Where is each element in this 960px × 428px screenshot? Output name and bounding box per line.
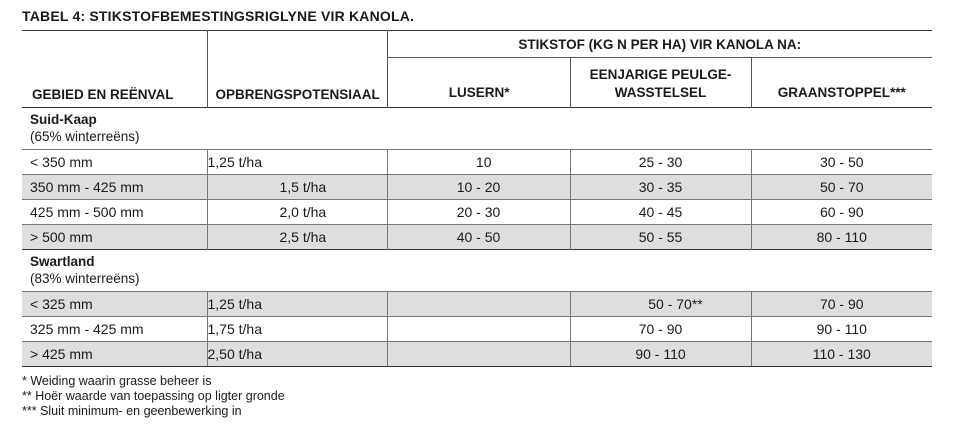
table-row bbox=[22, 292, 932, 317]
table-row bbox=[22, 175, 932, 200]
cell-peul: 50 - 55 bbox=[570, 225, 751, 250]
cell-area: > 425 mm bbox=[22, 342, 207, 367]
cell-yield: 1,25 t/ha bbox=[207, 292, 387, 317]
cell-yield: 1,25 t/ha bbox=[207, 150, 387, 175]
cell-peul: 70 - 90 bbox=[570, 317, 751, 342]
cell-area: 425 mm - 500 mm bbox=[22, 200, 207, 225]
section-name: Suid-Kaap bbox=[30, 112, 97, 127]
cell-graan: 90 - 110 bbox=[751, 317, 932, 342]
footnotes bbox=[22, 374, 285, 419]
cell-graan: 30 - 50 bbox=[751, 150, 932, 175]
header-yield: OPBRENGSPOTENSIAAL bbox=[207, 31, 387, 108]
cell-peul: 90 - 110 bbox=[570, 342, 751, 367]
table-row bbox=[22, 225, 932, 250]
section-suid-kaap bbox=[22, 108, 932, 150]
cell-lusern: 20 - 30 bbox=[387, 200, 570, 225]
header-area: GEBIED EN REËNVAL bbox=[22, 31, 207, 108]
cell-lusern bbox=[387, 342, 570, 367]
header-graan: GRAANSTOPPEL*** bbox=[751, 58, 932, 108]
footnote: * Weiding waarin grasse beheer is bbox=[22, 374, 212, 388]
cell-graan: 70 - 90 bbox=[751, 292, 932, 317]
section-subtitle: (65% winterreëns) bbox=[30, 129, 140, 144]
cell-graan: 110 - 130 bbox=[751, 342, 932, 367]
cell-yield: 2,50 t/ha bbox=[207, 342, 387, 367]
cell-yield: 1,5 t/ha bbox=[207, 175, 387, 200]
header-group: STIKSTOF (KG N PER HA) VIR KANOLA NA: bbox=[387, 31, 932, 58]
cell-peul: 40 - 45 bbox=[570, 200, 751, 225]
table-row bbox=[22, 317, 932, 342]
cell-lusern: 40 - 50 bbox=[387, 225, 570, 250]
cell-lusern bbox=[387, 292, 570, 317]
table-row bbox=[22, 200, 932, 225]
cell-area: < 350 mm bbox=[22, 150, 207, 175]
cell-peul: 50 - 70** bbox=[570, 292, 751, 317]
cell-yield: 1,75 t/ha bbox=[207, 317, 387, 342]
footnote: ** Hoër waarde van toepassing op ligter gronde bbox=[22, 389, 285, 403]
cell-graan: 60 - 90 bbox=[751, 200, 932, 225]
cell-graan: 80 - 110 bbox=[751, 225, 932, 250]
cell-yield: 2,0 t/ha bbox=[207, 200, 387, 225]
section-subtitle: (83% winterreëns) bbox=[30, 271, 140, 286]
cell-peul: 30 - 35 bbox=[570, 175, 751, 200]
section-name: Swartland bbox=[30, 254, 95, 269]
header-lusern: LUSERN* bbox=[387, 58, 570, 108]
table-row bbox=[22, 150, 932, 175]
cell-area: 325 mm - 425 mm bbox=[22, 317, 207, 342]
cell-lusern: 10 - 20 bbox=[387, 175, 570, 200]
cell-yield: 2,5 t/ha bbox=[207, 225, 387, 250]
table-row bbox=[22, 342, 932, 367]
cell-peul: 25 - 30 bbox=[570, 150, 751, 175]
cell-area: < 325 mm bbox=[22, 292, 207, 317]
header-peul: EENJARIGE PEULGE- WASSTELSEL bbox=[570, 58, 751, 108]
section-swartland bbox=[22, 250, 932, 292]
cell-area: 350 mm - 425 mm bbox=[22, 175, 207, 200]
cell-graan: 50 - 70 bbox=[751, 175, 932, 200]
footnote: *** Sluit minimum- en geenbewerking in bbox=[22, 404, 242, 418]
cell-lusern bbox=[387, 317, 570, 342]
cell-area: > 500 mm bbox=[22, 225, 207, 250]
cell-lusern: 10 bbox=[387, 150, 570, 175]
table-title: TABEL 4: STIKSTOFBEMESTINGSRIGLYNE VIR KANOLA. bbox=[22, 8, 415, 24]
nitrogen-table bbox=[22, 30, 932, 367]
